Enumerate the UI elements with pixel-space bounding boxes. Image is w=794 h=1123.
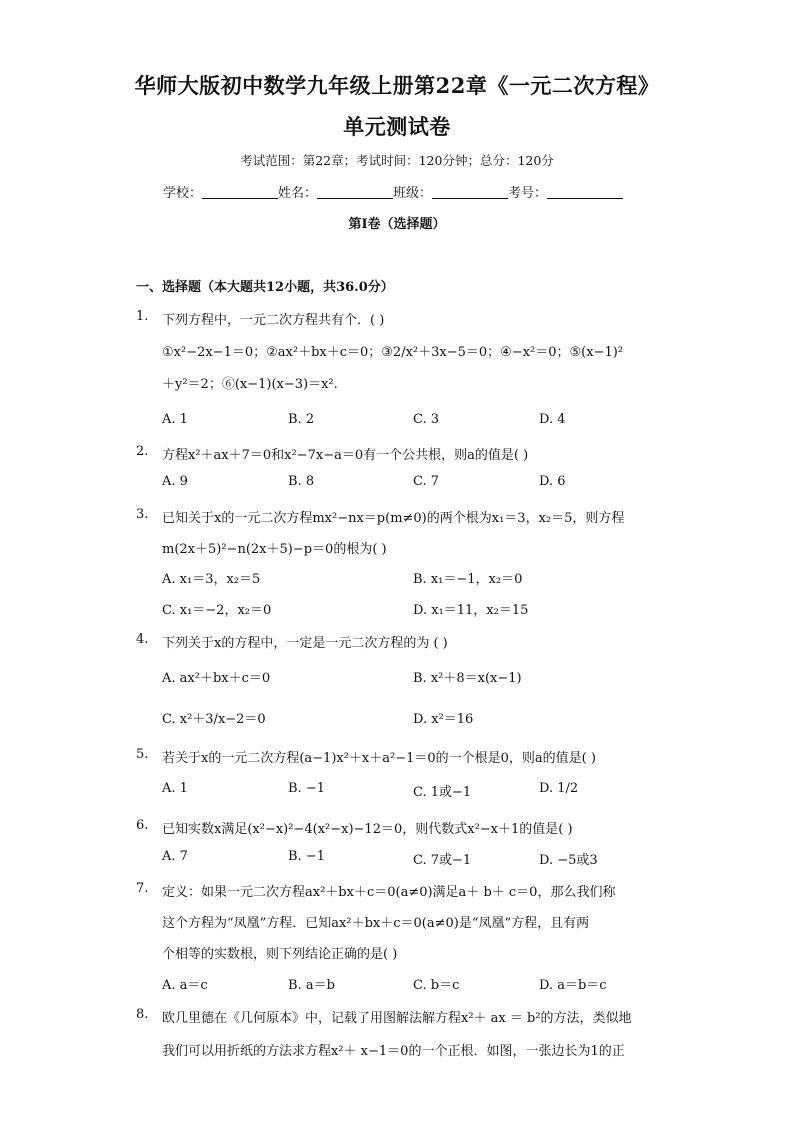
- option-d[interactable]: D. x²＝16: [413, 712, 474, 727]
- option-a[interactable]: A. x₁＝3，x₂＝5: [162, 572, 261, 587]
- school-label: 学校：: [163, 186, 203, 201]
- option-d[interactable]: D. 6: [539, 474, 566, 489]
- volume-heading: 第I卷（选择题）: [348, 217, 446, 232]
- question-number: 7.: [136, 881, 149, 896]
- option-c[interactable]: C. 3: [413, 412, 440, 427]
- question-number: 5.: [136, 747, 149, 762]
- option-c[interactable]: C. 1或−1: [413, 785, 472, 800]
- name-label: 姓名：: [278, 186, 318, 201]
- question-7-stem: 定义：如果一元二次方程ax²＋bx＋c＝0(a≠0)满足a＋ b＋ c＝0，那么我们称: [162, 885, 616, 900]
- option-a[interactable]: A. 9: [162, 474, 188, 489]
- option-c[interactable]: C. b＝c: [413, 978, 460, 993]
- class-label: 班级：: [393, 186, 433, 201]
- option-a[interactable]: A. 1: [162, 412, 188, 427]
- number-blank[interactable]: [547, 186, 623, 199]
- question-2-stem: 方程x²＋ax＋7＝0和x²−7x−a＝0有一个公共根，则a的值是( ): [162, 448, 529, 463]
- option-b[interactable]: B. x₁＝−1，x₂＝0: [413, 572, 523, 587]
- student-info-row: [163, 182, 623, 201]
- option-b[interactable]: B. −1: [288, 849, 325, 864]
- name-blank[interactable]: [317, 186, 393, 199]
- school-blank[interactable]: [202, 186, 278, 199]
- question-number: 1.: [136, 309, 149, 324]
- question-6-stem: 已知实数x满足(x²−x)²−4(x²−x)−12＝0，则代数式x²−x＋1的值是( ): [162, 822, 573, 837]
- document-title-line-2: 单元测试卷: [343, 114, 451, 139]
- option-c[interactable]: C. 7或−1: [413, 853, 472, 868]
- option-d[interactable]: D. −5或3: [539, 853, 598, 868]
- question-number: 2.: [136, 444, 149, 459]
- question-7-line-3: 个相等的实数根，则下列结论正确的是( ): [162, 947, 398, 962]
- question-1-line-3: ＋y²＝2；⑥(x−1)(x−3)＝x².: [162, 377, 338, 392]
- question-number: 4.: [136, 632, 149, 647]
- exam-info: 考试范围：第22章；考试时间：120分钟；总分：120分: [240, 153, 554, 168]
- option-c[interactable]: C. 7: [413, 474, 440, 489]
- option-a[interactable]: A. 7: [162, 849, 188, 864]
- option-a[interactable]: A. 1: [162, 781, 188, 796]
- option-b[interactable]: B. −1: [288, 781, 325, 796]
- question-8-stem: 欧几里德在《几何原本》中，记载了用图解法解方程x²＋ ax ＝ b²的方法，类似地: [162, 1011, 632, 1026]
- question-number: 8.: [136, 1007, 149, 1022]
- option-d[interactable]: D. 1/2: [539, 781, 579, 796]
- question-3-stem: 已知关于x的一元二次方程mx²−nx＝p(m≠0)的两个根为x₁＝3，x₂＝5，则方程: [162, 511, 625, 526]
- question-1-stem: 下列方程中，一元二次方程共有个．( ): [162, 313, 385, 328]
- option-a[interactable]: A. a＝c: [162, 978, 208, 993]
- question-number: 3.: [136, 507, 149, 522]
- question-7-line-2: 这个方程为“凤凰”方程．已知ax²＋bx＋c＝0(a≠0)是“凤凰”方程，且有两: [162, 916, 590, 931]
- option-b[interactable]: B. 2: [288, 412, 315, 427]
- option-d[interactable]: D. 4: [539, 412, 566, 427]
- option-c[interactable]: C. x₁＝−2，x₂＝0: [162, 603, 272, 618]
- question-1-line-2: ①x²−2x−1＝0；②ax²＋bx＋c＝0；③2/x²＋3x−5＝0；④−x²＝0；⑤(x−1)²: [162, 345, 624, 360]
- option-d[interactable]: D. x₁＝11，x₂＝15: [413, 603, 529, 618]
- option-d[interactable]: D. a＝b＝c: [539, 978, 607, 993]
- option-c[interactable]: C. x²＋3/x−2＝0: [162, 712, 266, 727]
- question-number: 6.: [136, 818, 149, 833]
- class-blank[interactable]: [432, 186, 508, 199]
- section-title: 一、选择题（本大题共12小题，共36.0分）: [136, 280, 394, 295]
- question-4-stem: 下列关于x的方程中，一定是一元二次方程的为 ( ): [162, 636, 448, 651]
- question-8-line-2: 我们可以用折纸的方法求方程x²＋ x−1＝0的一个正根．如图，一张边长为1的正: [162, 1044, 625, 1059]
- number-label: 考号：: [508, 186, 548, 201]
- document-title-line-1: 华师大版初中数学九年级上册第22章《一元二次方程》: [134, 73, 660, 98]
- question-5-stem: 若关于x的一元二次方程(a−1)x²＋x＋a²−1＝0的一个根是0，则a的值是( ): [162, 751, 596, 766]
- option-a[interactable]: A. ax²＋bx＋c＝0: [162, 671, 271, 686]
- option-b[interactable]: B. x²＋8＝x(x−1): [413, 671, 522, 686]
- question-3-line-2: m(2x＋5)²−n(2x＋5)−p＝0的根为( ): [162, 542, 387, 557]
- option-b[interactable]: B. a＝b: [288, 978, 335, 993]
- option-b[interactable]: B. 8: [288, 474, 315, 489]
